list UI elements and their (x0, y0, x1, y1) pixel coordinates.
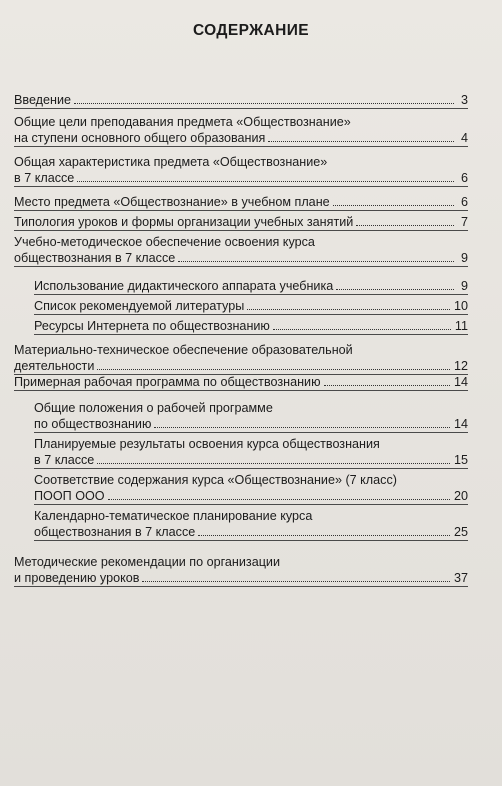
toc-entry-text: в 7 классе (34, 453, 95, 468)
dot-leader (154, 427, 450, 428)
toc-entry[interactable] (14, 114, 468, 147)
toc-entry-text: Введение (14, 93, 72, 107)
dot-leader (97, 369, 450, 370)
toc-page-number: 4 (460, 131, 468, 146)
toc-subentry[interactable] (14, 318, 468, 335)
toc-page-number: 14 (453, 375, 468, 389)
toc-entry-text: Учебно-методическое обеспечение освоения курса (14, 235, 315, 249)
toc-entry-text: деятельности (14, 359, 95, 374)
dot-leader (336, 289, 454, 290)
toc-page-number: 9 (460, 279, 468, 293)
page-title: СОДЕРЖАНИЕ (192, 22, 310, 39)
dot-leader (268, 141, 454, 142)
toc-entry-text: Общие цели преподавания предмета «Обществознание» (14, 115, 351, 129)
toc-entry-text: Место предмета «Обществознание» в учебном плане (14, 195, 330, 209)
dot-leader (108, 499, 450, 500)
dot-leader (77, 181, 454, 182)
toc-page-number: 6 (460, 171, 468, 186)
toc-subentry[interactable] (14, 472, 468, 505)
dot-leader (324, 385, 450, 386)
toc-entry-text: Ресурсы Интернета по обществознанию (34, 319, 270, 333)
toc-entry[interactable] (14, 554, 468, 587)
dot-leader (74, 103, 454, 104)
toc-divider (34, 432, 468, 433)
toc-subentry[interactable] (14, 436, 468, 469)
dot-leader (333, 205, 454, 206)
toc-page-number: 6 (460, 195, 468, 209)
toc-page-number: 7 (460, 215, 468, 229)
dot-leader (198, 535, 450, 536)
toc-entry-text: по обществознанию (34, 417, 152, 432)
toc-page-number: 20 (453, 489, 468, 504)
toc-entry[interactable] (14, 342, 468, 375)
toc-entry-text: Общие положения о рабочей программе (34, 401, 273, 415)
toc-subentry[interactable] (14, 508, 468, 541)
toc-page-number: 11 (454, 319, 468, 333)
toc-page-number: 12 (453, 359, 468, 374)
toc-entry-text: ПООП ООО (34, 489, 105, 504)
toc-divider (34, 334, 468, 335)
dot-leader (247, 309, 450, 310)
toc-divider (34, 540, 468, 541)
toc-subentry[interactable] (14, 278, 468, 295)
toc-entry-text: Планируемые результаты освоения курса обществознания (34, 437, 380, 451)
toc-entry-text: на ступени основного общего образования (14, 131, 266, 146)
toc-entry-text: Примерная рабочая программа по обществознанию (14, 375, 321, 389)
toc-entry-text: в 7 классе (14, 171, 75, 186)
dot-leader (273, 329, 451, 330)
toc-divider (34, 504, 468, 505)
toc-divider (34, 294, 468, 295)
toc-page-number: 25 (453, 525, 468, 540)
toc-page-number: 37 (453, 571, 468, 586)
toc-subentry[interactable] (14, 400, 468, 433)
toc-divider (34, 468, 468, 469)
toc-divider (14, 390, 468, 391)
toc-entry[interactable] (14, 92, 468, 109)
toc-subentry[interactable] (14, 298, 468, 315)
toc-entry-text: Общая характеристика предмета «Обществознание» (14, 155, 328, 169)
toc-page-number: 3 (460, 93, 468, 107)
toc-entry[interactable] (14, 234, 468, 267)
toc-divider (14, 108, 468, 109)
toc-entry-text: Типология уроков и формы организации учебных занятий (14, 215, 354, 229)
toc-divider (14, 230, 468, 231)
toc-entry-text: Календарно-тематическое планирование курса (34, 509, 313, 523)
toc-entry-text: и проведению уроков (14, 571, 140, 586)
toc-entry-text: Использование дидактического аппарата учебника (34, 279, 334, 293)
toc-divider (34, 314, 468, 315)
toc-divider (14, 210, 468, 211)
toc-entry-text: Материально-техническое обеспечение образовательной (14, 343, 353, 357)
dot-leader (142, 581, 450, 582)
toc-page-number: 14 (453, 417, 468, 432)
toc-entry-text: Соответствие содержания курса «Обществознание» (7 класс) (34, 473, 397, 487)
toc-divider (14, 146, 468, 147)
toc-entry-text: обществознания в 7 классе (34, 525, 196, 540)
dot-leader (97, 463, 450, 464)
toc-page-number: 9 (460, 251, 468, 266)
toc-entry-text: обществознания в 7 классе (14, 251, 176, 266)
toc-divider (14, 186, 468, 187)
toc-divider (14, 266, 468, 267)
toc-entry[interactable] (14, 194, 468, 211)
toc-entry[interactable] (14, 374, 468, 391)
dot-leader (356, 225, 454, 226)
toc-entry[interactable] (14, 154, 468, 187)
toc-divider (14, 586, 468, 587)
toc-entry[interactable] (14, 214, 468, 231)
toc-entry-text: Методические рекомендации по организации (14, 555, 280, 569)
dot-leader (178, 261, 454, 262)
toc-page-number: 15 (453, 453, 468, 468)
toc-entry-text: Список рекомендуемой литературы (34, 299, 245, 313)
toc-page-number: 10 (453, 299, 468, 313)
